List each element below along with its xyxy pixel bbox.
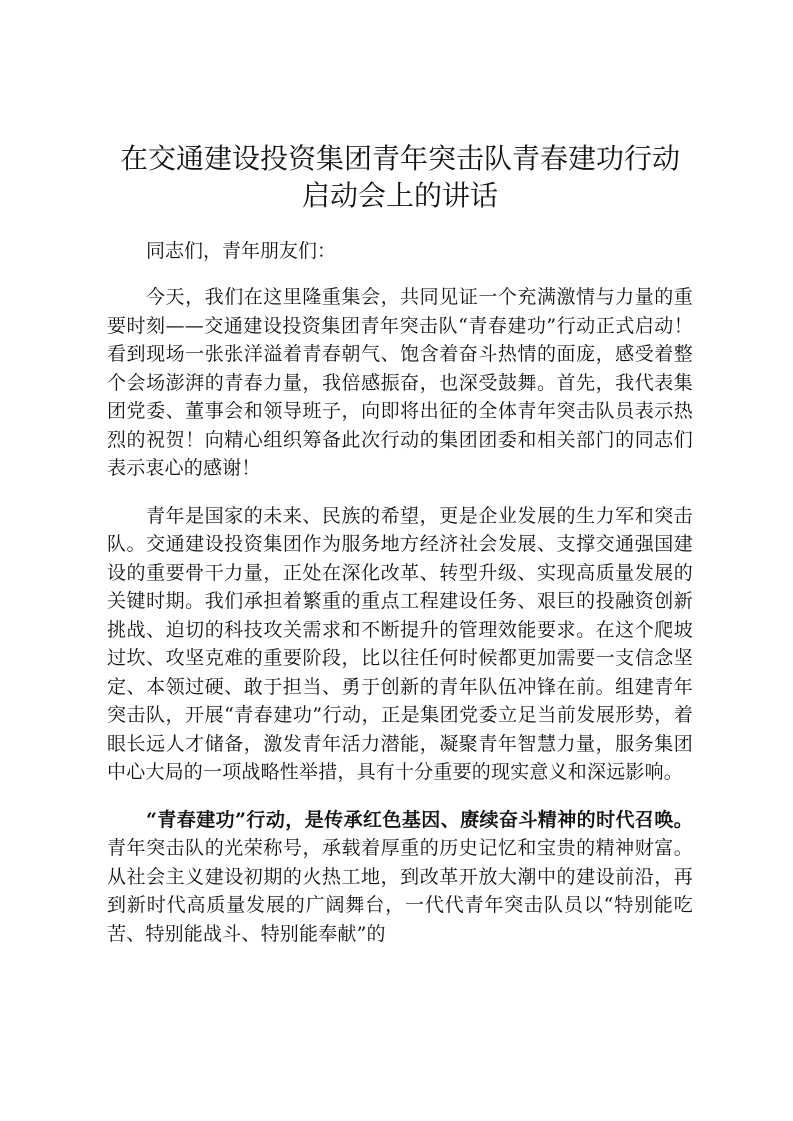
paragraph-2-text: 青年是国家的未来、民族的希望，更是企业发展的生力军和突击队。交通建设投资集团作为服务地方经济社会发展、支撑交通强国建设的重要骨干力量，正处在深化改革、转型升级、实现高质量发展的关键时期。我们承担着繁重的重点工程建设任务、艰巨的投融资创新挑战、迫切的科技攻关需求和不断提升的管理效能要求。在这个爬坡过坎、攻坚克难的重要阶段，比以往任何时候都更加需要一支信念坚定、本领过硬、敢于担当、勇于创新的青年队伍冲锋在前。组建青年突击队，开展“青春建功”行动，正是集团党委立足当前发展形势，着眼长远人才储备，激发青年活力潜能，凝聚青年智慧力量，服务集团中心大局的一项战略性举措，具有十分重要的现实意义和深远影响。 [107, 504, 693, 783]
title-line-2: 启动会上的讲话 [301, 179, 498, 212]
greeting: 同志们，青年朋友们： [146, 240, 337, 262]
paragraph-3 [107, 806, 693, 949]
document-title [107, 140, 693, 214]
paragraph-2 [107, 502, 693, 787]
paragraph-1 [107, 283, 693, 483]
paragraph-3-text: 青年突击队的光荣称号，承载着厚重的历史记忆和宝贵的精神财富。从社会主义建设初期的火热工地，到改革开放大潮中的建设前沿，再到新时代高质量发展的广阔舞台，一代代青年突击队员以“特别能吃苦、特别能战斗、特别能奉献”的 [107, 837, 693, 945]
document-page [107, 140, 693, 948]
paragraph-1-text: 今天，我们在这里隆重集会，共同见证一个充满激情与力量的重要时刻——交通建设投资集团青年突击队“青春建功”行动正式启动！看到现场一张张洋溢着青春朝气、饱含着奋斗热情的面庞，感受着整个会场澎湃的青春力量，我倍感振奋，也深受鼓舞。首先，我代表集团党委、董事会和领导班子，向即将出征的全体青年突击队员表示热烈的祝贺！向精心组织筹备此次行动的集团团委和相关部门的同志们表示衷心的感谢！ [107, 286, 693, 479]
title-line-1: 在交通建设投资集团青年突击队青春建功行动 [119, 142, 680, 175]
paragraph-3-lead: “青春建功”行动，是传承红色基因、赓续奋斗精神的时代召唤。 [146, 808, 693, 831]
